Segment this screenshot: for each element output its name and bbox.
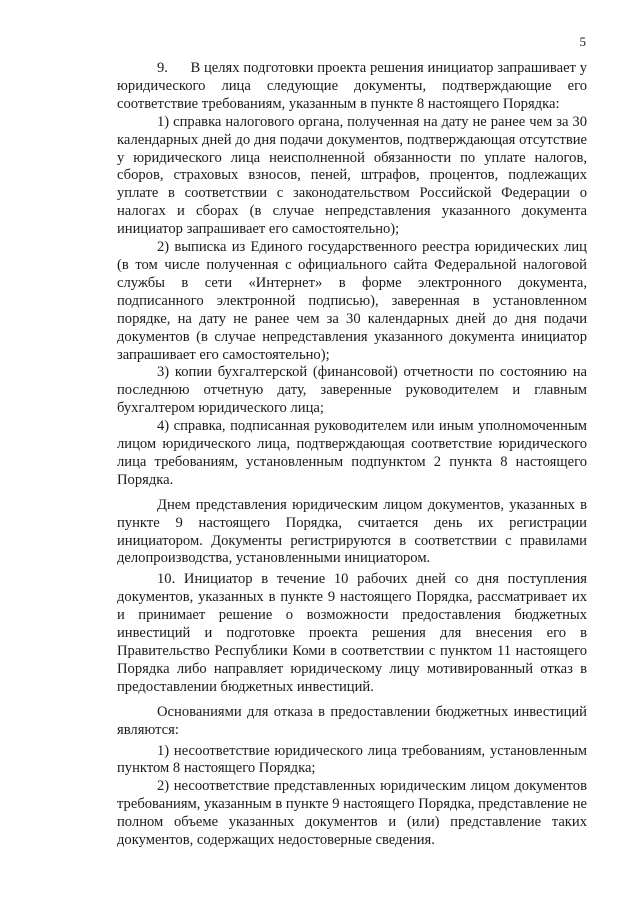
paragraph-refusal-grounds: Основаниями для отказа в предоставлении бюджетных инвестиций являются: [117, 703, 587, 738]
paragraph-refusal-item-1: 1) несоответствие юридического лица требованиям, установленным пунктом 8 настоящего Порядка; [117, 742, 587, 777]
paragraph-10: 10. Инициатор в течение 10 рабочих дней со дня поступления документов, указанных в пункте 9 настоящего Порядка, рассматривает их и принимает решение о возможности предоставления бюджетных инвестиций и подготовке проекта решения для внесения его в Правительство Республики Коми в соответствии с пунктом 11 настоящего Порядка либо направляет юридическому лицу мотивированный отказ в предоставлении бюджетных инвестиций. [117, 571, 587, 695]
paragraph-9-item-3: 3) копии бухгалтерской (финансовой) отчетности по состоянию на последнюю отчетную дату, заверенные руководителем и главным бухгалтером юридического лица; [117, 364, 587, 417]
paragraph-9-item-4: 4) справка, подписанная руководителем или иным уполномоченным лицом юридического лица, подтверждающая соответствие юридического лица требованиям, установленным подпунктом 2 пункта 8 настоящего Порядка. [117, 418, 587, 488]
paragraph-9-item-2: 2) выписка из Единого государственного реестра юридических лиц (в том числе полученная с официального сайта Федеральной налоговой службы в сети «Интернет» в форме электронного документа, подписанного электронной подписью), заверенная в установленном порядке, на дату не ранее чем за 30 календарных дней до дня подачи документов (в случае непредставления указанного документа инициатор запрашивает его самостоятельно); [117, 239, 587, 363]
page-number: 5 [579, 34, 586, 49]
paragraph-9-item-1: 1) справка налогового органа, полученная на дату не ранее чем за 30 календарных дней до дня подачи документов, подтверждающая отсутствие у юридического лица неисполненной обязанности по уплате налогов, сборов, страховых взносов, пеней, штрафов, процентов, подлежащих уплате в соответствии с законодательством Российской Федерации о налогах и сборах (в случае непредставления указанного документа инициатор запрашивает его самостоятельно); [117, 113, 587, 238]
paragraph-9-intro: 9. В целях подготовки проекта решения инициатор запрашивает у юридического лица следующие документы, подтверждающие его соответствие требованиям, указанным в пункте 8 настоящего Порядка: [117, 60, 587, 112]
paragraph-registration: Днем представления юридическим лицом документов, указанных в пункте 9 настоящего Порядка, считается день их регистрации инициатором. Документы регистрируются в соответствии с правилами делопроизводства, установленными инициатором. [117, 496, 587, 567]
paragraph-refusal-item-2: 2) несоответствие представленных юридическим лицом документов требованиям, указанным в пункте 9 настоящего Порядка, представление не полном объеме указанных документов и (или) представление таких документов, содержащих недостоверные сведения. [117, 778, 587, 849]
document-body [117, 60, 587, 850]
